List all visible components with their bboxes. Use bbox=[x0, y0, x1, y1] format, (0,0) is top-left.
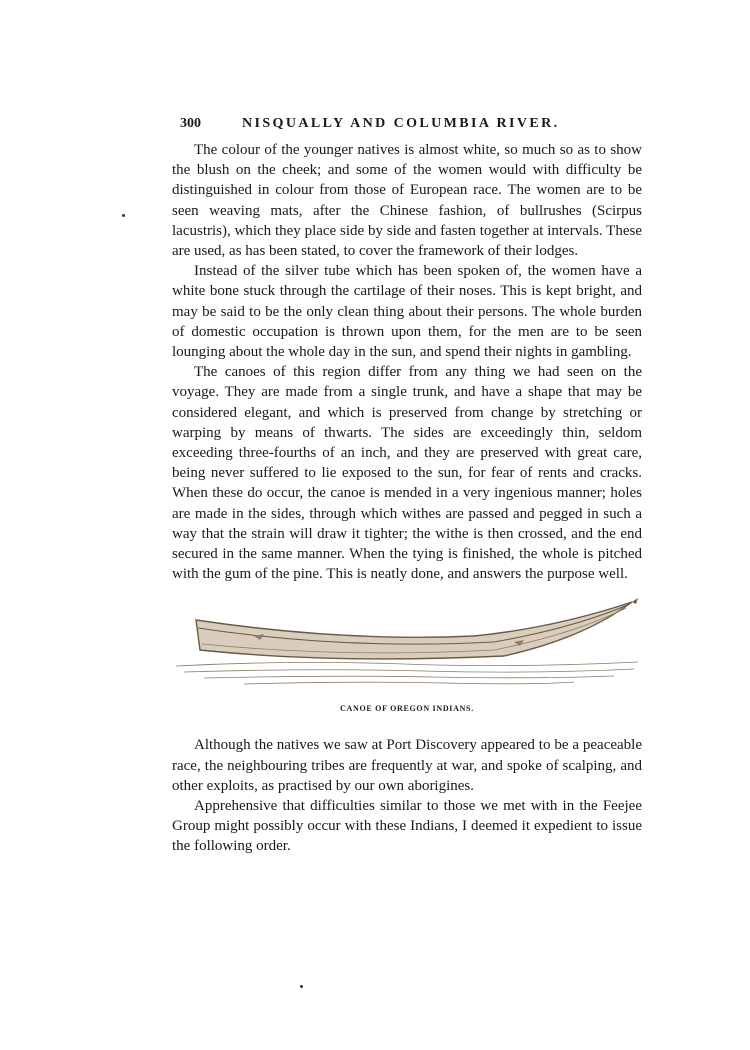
paragraph: Although the natives we saw at Port Discovery appeared to be a peaceable race, the neighbouring tribes are frequently at war, and spoke of scalping, and other exploits, as practised by our own aborigines. bbox=[172, 737, 642, 794]
water-lines bbox=[176, 662, 638, 684]
book-page bbox=[172, 116, 642, 857]
stray-mark bbox=[122, 214, 125, 217]
canoe-engraving bbox=[174, 598, 640, 698]
figure-caption: CANOE OF OREGON INDIANS. bbox=[340, 704, 474, 714]
paragraph: The canoes of this region differ from any thing we had seen on the voyage. They are made from a single trunk, and have a shape that may be considered elegant, and which is preserved from change by stretching or warping by means of thwarts. The sides are exceedingly thin, seldom exceeding three-fourths of an inch, and they are preserved with great care, being never suffered to lie exposed to the sun, for fear of rents and cracks. When these do occur, the canoe is mended in a very ingenious manner; holes are made in the sides, through which withes are passed and pegged in such a way that the strain will draw it tighter; the withe is then crossed, and the end secured in the same manner. When the tying is finished, the whole is pitched with the gum of the pine. This is neatly done, and answers the purpose well. bbox=[172, 364, 642, 583]
canoe-illustration bbox=[172, 598, 642, 713]
running-head: NISQUALLY AND COLUMBIA RIVER. bbox=[242, 116, 560, 131]
page-number: 300 bbox=[180, 116, 201, 131]
paragraph: The colour of the younger natives is almost white, so much so as to show the blush on the cheek; and some of the women would with difficulty be distinguished in colour from those of European race. The women are to be seen weaving mats, after the Chinese fashion, of bullrushes (Scirpus lacustris), which they place side by side and fasten together at intervals. These are used, as has been stated, to cover the framework of their lodges. bbox=[172, 142, 642, 260]
canoe-hull bbox=[196, 602, 632, 659]
page-header bbox=[172, 116, 642, 132]
paragraph: Instead of the silver tube which has been spoken of, the women have a white bone stuck through the cartilage of their noses. This is kept bright, and may be said to be the only clean thing about their persons. The whole burden of domestic occupation is thrown upon them, for the men are to be seen lounging about the whole day in the sun, and spend their nights in gambling. bbox=[172, 263, 642, 361]
paragraph: Apprehensive that difficulties similar to those we met with in the Feejee Group might possibly occur with these Indians, I deemed it expedient to issue the following order. bbox=[172, 798, 642, 855]
stray-mark bbox=[300, 985, 303, 988]
